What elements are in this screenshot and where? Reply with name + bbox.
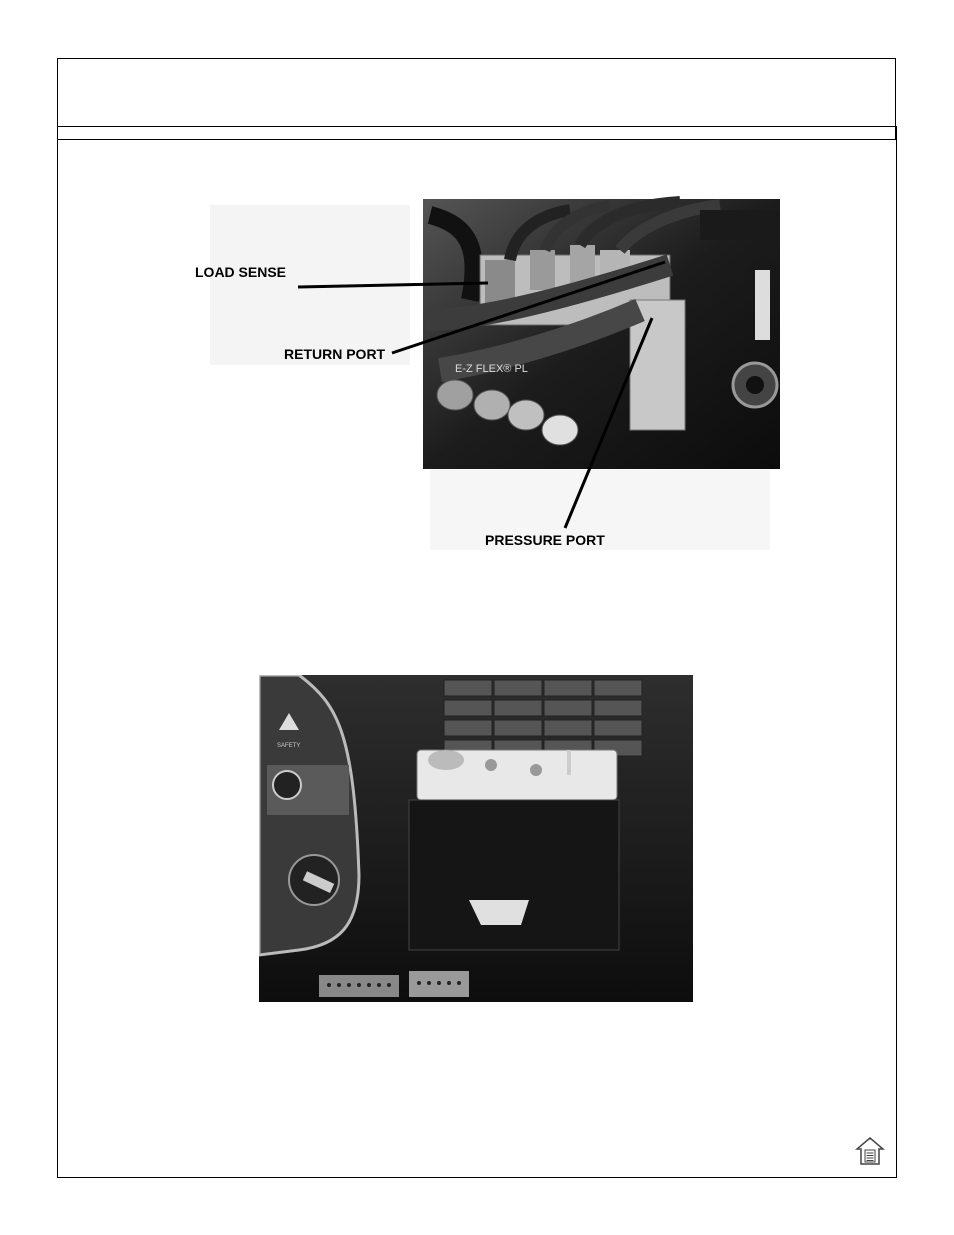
control-box-figure <box>259 675 693 1002</box>
valve-photo <box>0 0 954 560</box>
home-icon[interactable] <box>855 1136 885 1166</box>
home-icon-graphic <box>855 1136 885 1166</box>
pressure-port-label: PRESSURE PORT <box>485 532 605 548</box>
hose-print: E-Z FLEX® PL <box>455 363 528 375</box>
valve-figure <box>0 0 954 560</box>
safety-label: SAFETY <box>277 743 301 749</box>
control-box-photo <box>259 675 693 1002</box>
return-port-label: RETURN PORT <box>284 346 386 362</box>
load-sense-label: LOAD SENSE <box>195 264 287 280</box>
